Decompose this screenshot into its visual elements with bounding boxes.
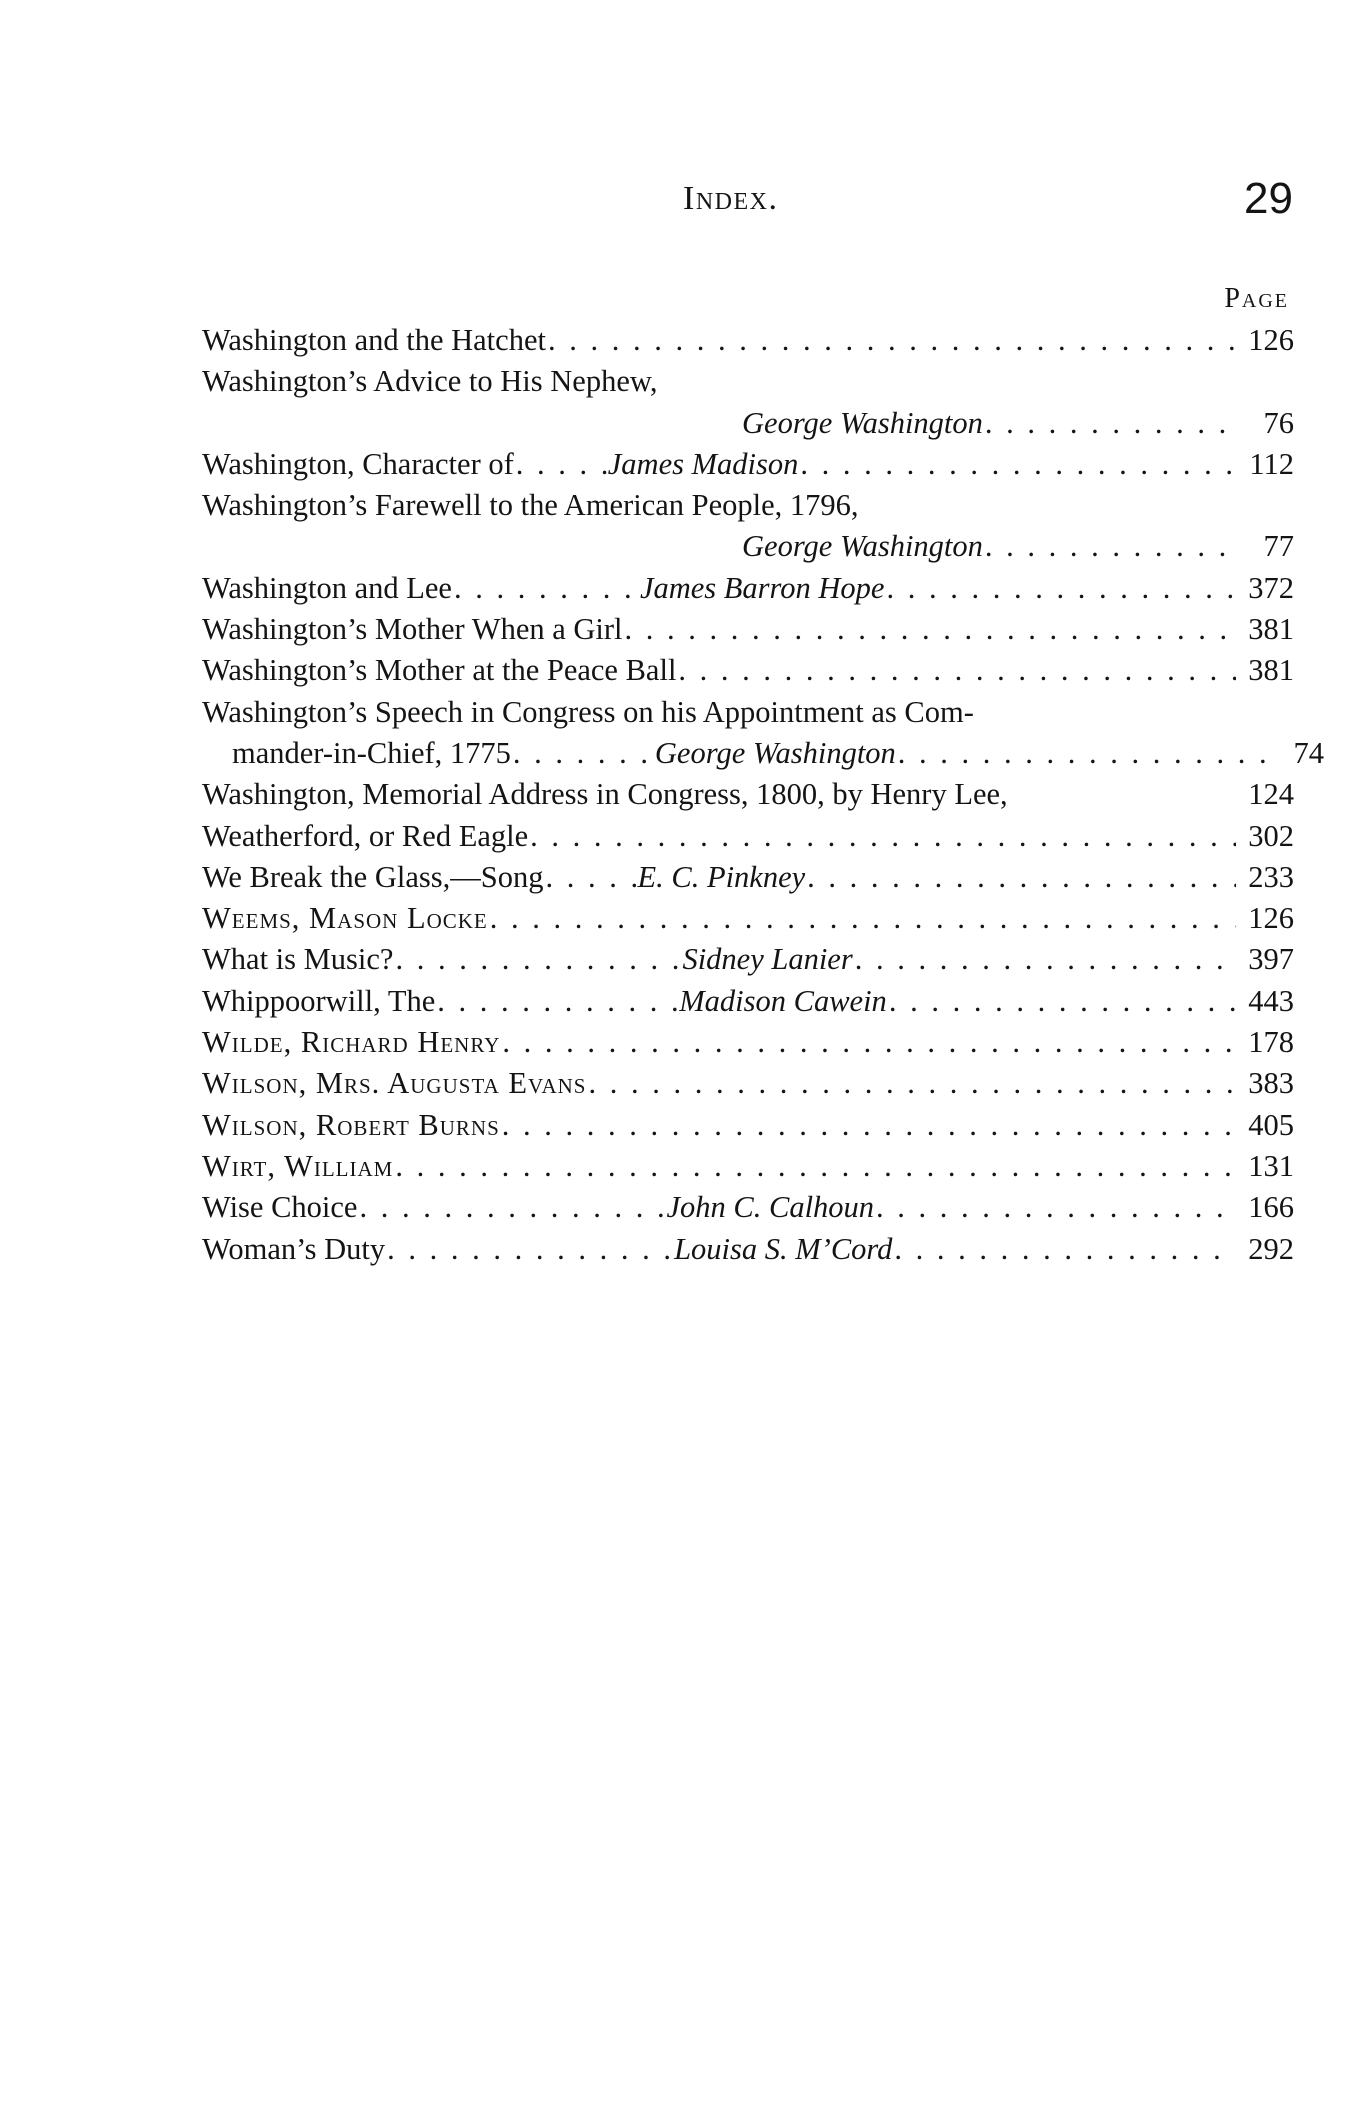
dot-leader <box>798 444 1236 485</box>
dot-leader <box>676 650 1236 691</box>
entry-page: 131 <box>1248 1148 1294 1183</box>
entry-page: 126 <box>1248 323 1294 357</box>
entry-page: 397 <box>1248 942 1294 977</box>
entry-title: Weems, Mason Locke <box>202 901 488 936</box>
entry-page: 381 <box>1248 653 1294 688</box>
index-entry-continuation <box>202 526 1294 567</box>
index-entry <box>202 1229 1294 1270</box>
entry-page: 443 <box>1248 983 1294 1018</box>
index-entry <box>202 609 1294 650</box>
dot-leader <box>853 939 1236 980</box>
index-entry <box>202 1105 1294 1146</box>
dot-leader <box>514 444 608 485</box>
entry-title: Wilson, Mrs. Augusta Evans <box>202 1066 587 1101</box>
entry-author: George Washington <box>742 405 983 440</box>
index-entry <box>202 1063 1294 1104</box>
entry-page: 372 <box>1248 570 1294 605</box>
index-entry <box>202 1146 1294 1187</box>
entry-page: 76 <box>1263 405 1294 440</box>
entry-author: Madison Cawein <box>679 983 887 1018</box>
entry-title: Wise Choice <box>202 1190 358 1225</box>
index-entry <box>202 774 1294 815</box>
entry-title: We Break the Glass,—Song <box>202 859 544 894</box>
entry-page: 178 <box>1248 1025 1294 1060</box>
dot-leader <box>357 1187 666 1228</box>
entry-title: Woman’s Duty <box>202 1231 386 1266</box>
entry-author: Sidney Lanier <box>682 942 853 977</box>
page-column-label: Page <box>1224 283 1289 314</box>
dot-leader <box>500 1022 1236 1063</box>
entry-author: James Barron Hope <box>639 570 885 605</box>
entry-page: 383 <box>1248 1066 1294 1101</box>
index-entry <box>202 320 1294 361</box>
entry-author: George Washington <box>654 735 896 770</box>
index-entry <box>202 485 1294 526</box>
index-entry <box>202 692 1294 733</box>
entry-page: 381 <box>1248 612 1294 647</box>
entry-title: Washington’s Mother at the Peace Ball <box>202 653 677 688</box>
dot-leader <box>983 403 1236 444</box>
index-entry-continuation <box>202 733 1324 774</box>
index-entry <box>202 1022 1294 1063</box>
entry-page: 405 <box>1248 1107 1294 1142</box>
dot-leader <box>874 1187 1236 1228</box>
dot-leader <box>543 857 637 898</box>
entry-title: Wilson, Robert Burns <box>202 1107 500 1142</box>
entry-title: Washington’s Speech in Congress on his Appointment as Com- <box>202 694 974 729</box>
index-entry <box>202 816 1294 857</box>
dot-leader <box>488 898 1236 939</box>
entry-title: Washington’s Mother When a Girl <box>202 612 623 647</box>
entry-page: 126 <box>1248 901 1294 936</box>
entry-page: 292 <box>1248 1231 1294 1266</box>
entry-title: Whippoorwill, The <box>202 983 436 1018</box>
index-entry <box>202 857 1294 898</box>
entry-title: Washington and the Hatchet <box>202 323 546 357</box>
page-number: 29 <box>1244 174 1293 223</box>
dot-leader <box>435 981 679 1022</box>
entry-title: Washington, Character of <box>202 446 514 481</box>
dot-leader <box>393 1146 1236 1187</box>
dot-leader <box>884 568 1236 609</box>
entry-author: James Madison <box>607 446 799 481</box>
index-entry <box>202 939 1294 980</box>
index-entry <box>202 981 1294 1022</box>
index-entries <box>202 320 1324 1270</box>
dot-leader <box>500 1105 1236 1146</box>
dot-leader <box>896 733 1266 774</box>
entry-page: 74 <box>1293 735 1324 770</box>
entry-author: George Washington <box>742 529 983 564</box>
dot-leader <box>623 609 1236 650</box>
entry-title: Washington’s Farewell to the American People, 1796, <box>202 488 859 523</box>
entry-title: Wirt, William <box>202 1148 394 1183</box>
entry-author: E. C. Pinkney <box>637 859 806 894</box>
entry-title: Wilde, Richard Henry <box>202 1025 501 1060</box>
entry-title: Washington, Memorial Address in Congress, 1800, by Henry Lee, <box>202 777 1008 812</box>
entry-page: 112 <box>1249 446 1294 481</box>
dot-leader <box>385 1229 674 1270</box>
index-entry-continuation <box>202 403 1294 444</box>
entry-page: 233 <box>1248 859 1294 894</box>
page-header <box>0 174 1367 240</box>
dot-leader <box>805 857 1236 898</box>
index-entry <box>202 898 1294 939</box>
entry-page: 124 <box>1248 777 1294 812</box>
index-entry <box>202 444 1294 485</box>
dot-leader <box>586 1063 1236 1104</box>
dot-leader <box>983 526 1236 567</box>
dot-leader <box>511 733 655 774</box>
entry-page: 77 <box>1263 529 1294 564</box>
dot-leader <box>887 981 1236 1022</box>
index-entry <box>202 361 1294 402</box>
entry-title: Washington’s Advice to His Nephew, <box>202 364 658 399</box>
entry-title: mander-in-Chief, 1775 <box>232 735 511 770</box>
index-entry <box>202 1187 1294 1228</box>
entry-author: Louisa S. M’Cord <box>674 1231 893 1266</box>
dot-leader <box>452 568 640 609</box>
entry-title: What is Music? <box>202 942 394 977</box>
entry-author: John C. Calhoun <box>666 1190 875 1225</box>
dot-leader <box>546 320 1236 361</box>
entry-page: 166 <box>1248 1190 1294 1225</box>
entry-title: Washington and Lee <box>202 570 452 605</box>
index-entry <box>202 568 1294 609</box>
index-entry <box>202 650 1294 691</box>
dot-leader <box>528 816 1236 857</box>
running-title: Index. <box>683 180 779 217</box>
entry-page: 302 <box>1248 818 1294 853</box>
dot-leader <box>393 939 682 980</box>
entry-title: Weatherford, or Red Eagle <box>202 818 529 853</box>
dot-leader <box>892 1229 1236 1270</box>
